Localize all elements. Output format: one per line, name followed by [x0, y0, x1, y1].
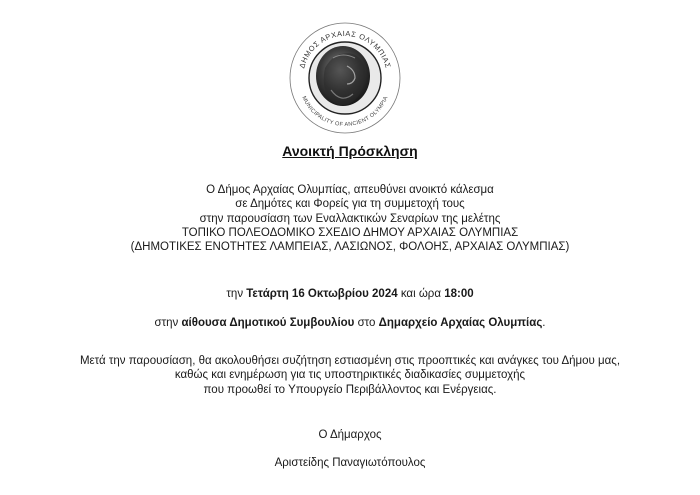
venue-middle: στο — [354, 317, 379, 329]
intro-line: σε Δημότες και Φορείς για τη συμμετοχή τους — [235, 198, 465, 211]
outro-line: Μετά την παρουσίαση, θα ακολουθήσει συζήτηση εστιασμένη στις προοπτικές και ανάγκες του Δήμου μας, — [79, 355, 621, 367]
date-line — [0, 287, 700, 301]
intro-line: Ο Δήμος Αρχαίας Ολυμπίας, απευθύνει ανοικτό κάλεσμα — [206, 184, 494, 196]
seal-top-text: ΔΗΜΟΣ ΑΡΧΑΙΑΣ ΟΛΥΜΠΙΑΣ — [297, 28, 393, 70]
date-middle: και ώρα — [397, 288, 445, 300]
intro-line: στην παρουσίαση των Εναλλακτικών Σεναρίων της μελέτης — [199, 212, 501, 225]
date-prefix: την — [226, 288, 247, 300]
event-time: 18:00 — [444, 288, 474, 300]
intro-paragraph — [0, 183, 700, 254]
outro-line: που προωθεί το Υπουργείο Περιβάλλοντος και Ενέργειας. — [203, 383, 497, 396]
outro-paragraph — [0, 354, 700, 397]
seal-bottom-text: MUNICIPALITY OF ANCIENT OLYMPIA — [300, 95, 390, 129]
venue-prefix: στην — [154, 317, 182, 329]
invitation-title: Ανοικτή Πρόσκληση — [282, 143, 418, 159]
event-date: Τετάρτη 16 Οκτωβρίου 2024 — [246, 288, 398, 300]
signature-role: Ο Δήμαρχος — [318, 429, 382, 441]
venue-line — [0, 316, 700, 330]
study-title-line: ΤΟΠΙΚΟ ΠΟΛΕΟΔΟΜΙΚΟ ΣΧΕΔΙΟ ΔΗΜΟΥ ΑΡΧΑΙΑΣ ΟΛΥΜΠΙΑΣ — [181, 226, 519, 239]
signature-name: Αριστείδης Παναγιωτόπουλος — [274, 457, 426, 469]
municipality-seal-logo — [285, 18, 405, 138]
venue-building: Δημαρχείο Αρχαίας Ολυμπίας — [378, 317, 543, 329]
study-areas-line: (ΔΗΜΟΤΙΚΕΣ ΕΝΟΤΗΤΕΣ ΛΑΜΠΕΙΑΣ, ΛΑΣΙΩΝΟΣ, ΦΟΛΟΗΣ, ΑΡΧΑΙΑΣ ΟΛΥΜΠΙΑΣ) — [130, 241, 570, 254]
outro-line: καθώς και ενημέρωση για τις υποστηρικτικές διαδικασίες συμμετοχής — [174, 369, 526, 382]
venue-room: αίθουσα Δημοτικού Συμβουλίου — [181, 317, 355, 329]
venue-suffix: . — [542, 317, 546, 329]
